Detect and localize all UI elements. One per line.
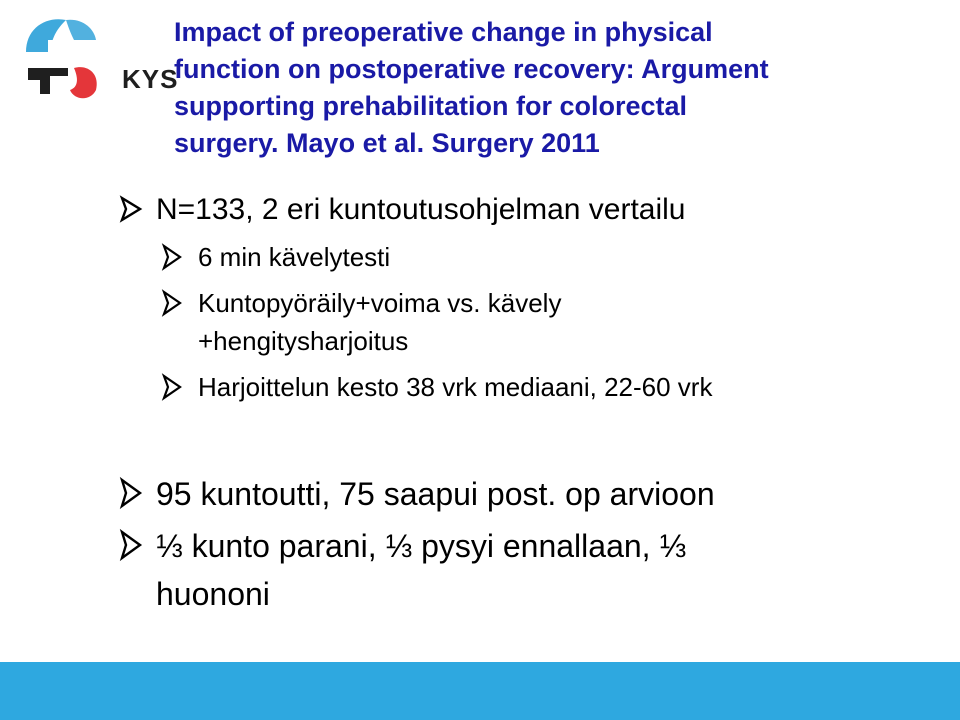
bullet-line: ⅓ kunto parani, ⅓ pysyi ennallaan, ⅓ — [156, 528, 687, 564]
bullet-text: N=133, 2 eri kuntoutusohjelman vertailu — [156, 193, 686, 226]
bullet-item — [118, 192, 685, 228]
sub-bullet-line: +hengitysharjoitus — [198, 326, 409, 356]
bullet-text: 95 kuntoutti, 75 saapui post. op arvioon — [156, 476, 715, 512]
sub-bullet-item — [160, 368, 712, 406]
sub-bullet-text: Harjoittelun kesto 38 vrk mediaani, 22-60 vrk — [198, 372, 713, 402]
footer-bar — [0, 662, 960, 720]
arrowhead-bullet-icon — [160, 238, 198, 272]
title-line: Impact of preoperative change in physical — [174, 17, 713, 47]
bullet-text — [156, 522, 686, 618]
arrowhead-bullet-icon — [118, 522, 156, 566]
kys-logo-mark-icon — [18, 14, 122, 114]
arrowhead-bullet-icon — [160, 368, 198, 402]
arrowhead-bullet-icon — [118, 192, 156, 224]
title-line: surgery. Mayo et al. Surgery 2011 — [174, 128, 600, 158]
title-line: function on postoperative recovery: Argument — [174, 54, 769, 84]
sub-bullet-line: Kuntopyöräily+voima vs. kävely — [198, 288, 562, 318]
sub-bullet-item — [160, 284, 561, 360]
arrowhead-bullet-icon — [160, 284, 198, 318]
slide-title — [174, 14, 914, 162]
sub-bullet-item — [160, 238, 390, 276]
bullet-line: huononi — [156, 576, 270, 612]
arrowhead-bullet-icon — [118, 470, 156, 514]
title-line: supporting prehabilitation for colorectal — [174, 91, 688, 121]
sub-bullet-text: 6 min kävelytesti — [198, 242, 391, 272]
sub-bullet-text — [198, 284, 561, 360]
kys-logo — [18, 14, 179, 114]
logo-text: KYS — [122, 64, 179, 94]
bullet-item — [118, 522, 686, 618]
bullet-item — [118, 470, 715, 518]
